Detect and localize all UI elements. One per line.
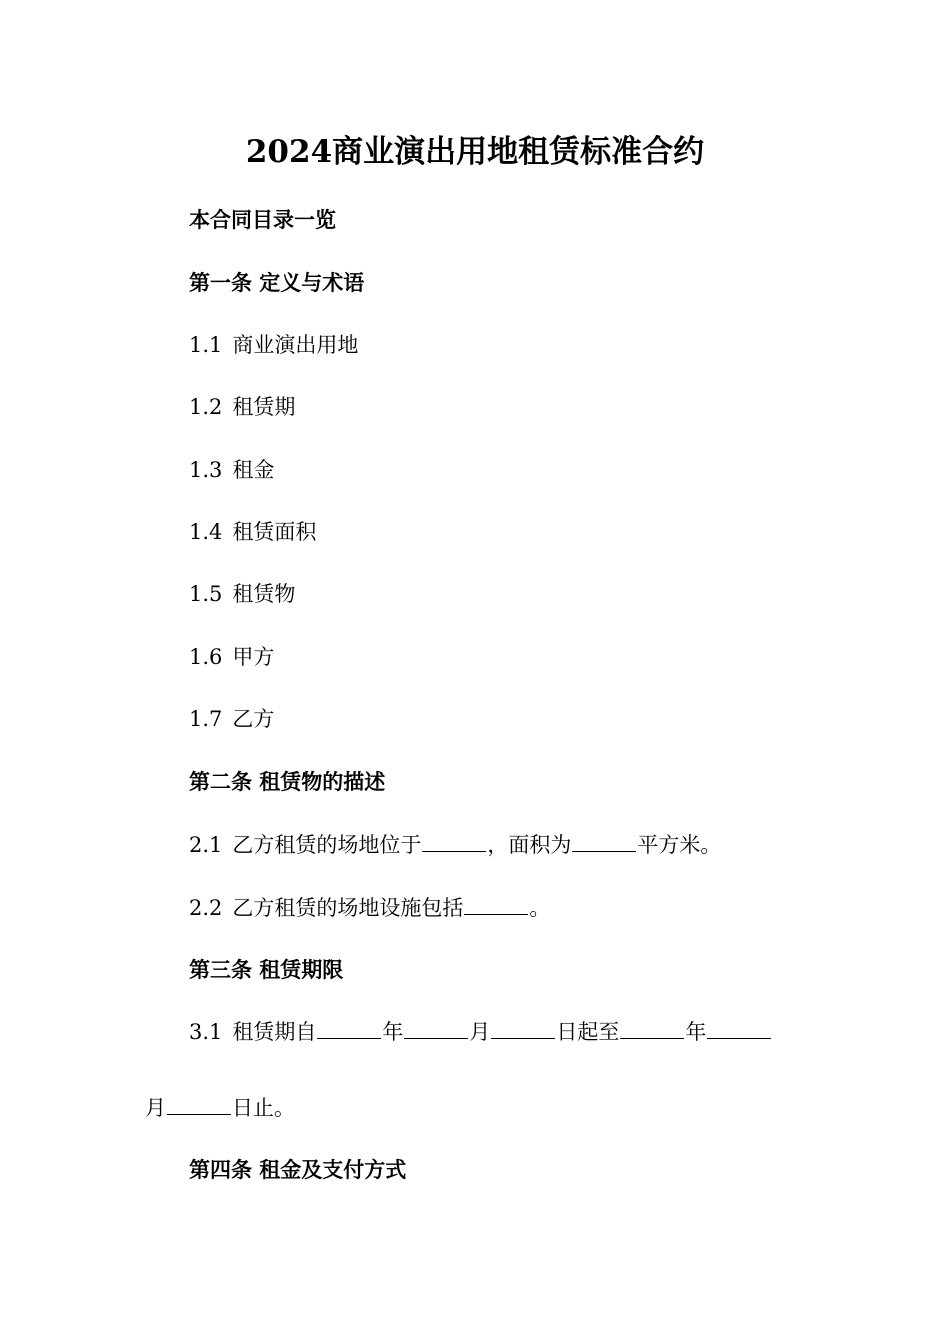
item-text: 月 — [145, 1096, 166, 1120]
item-number: 1.1 — [189, 333, 223, 357]
fill-in-blank[interactable] — [167, 1093, 231, 1115]
item-text: 乙方 — [232, 707, 275, 731]
item-number: 1.2 — [189, 395, 223, 419]
article2-heading: 第二条 租赁物的描述 — [189, 769, 386, 794]
item-text: 商业演出用地 — [232, 333, 359, 357]
fill-in-blank[interactable] — [317, 1017, 381, 1039]
item-text: 租赁期自 — [232, 1020, 317, 1044]
item-text: 年 — [685, 1020, 707, 1044]
item-number: 1.6 — [189, 645, 223, 669]
fill-in-blank[interactable] — [707, 1017, 771, 1039]
item-number: 1.3 — [189, 458, 223, 482]
item-text: 乙方租赁的场地位于 — [232, 833, 422, 857]
item-number: 1.5 — [189, 582, 223, 606]
item-text: 。 — [529, 896, 551, 920]
article1-item — [189, 330, 358, 360]
item-text: 月 — [469, 1020, 491, 1044]
article4-heading: 第四条 租金及支付方式 — [189, 1157, 407, 1182]
item-text: 平方米。 — [637, 833, 722, 857]
article1-heading: 第一条 定义与术语 — [189, 270, 365, 295]
item-text: 租金 — [232, 458, 275, 482]
article1-item — [189, 455, 274, 485]
article1-item — [189, 642, 274, 672]
fill-in-blank[interactable] — [491, 1017, 555, 1039]
fill-in-blank[interactable] — [572, 830, 636, 852]
article1-item — [189, 579, 295, 609]
item-number: 1.7 — [189, 707, 223, 731]
article1-item — [189, 392, 295, 422]
article3-item1-continued — [145, 1093, 295, 1123]
article3-heading: 第三条 租赁期限 — [189, 957, 344, 982]
article1-item — [189, 704, 274, 734]
item-text: 甲方 — [232, 645, 275, 669]
fill-in-blank[interactable] — [422, 830, 486, 852]
toc-heading: 本合同目录一览 — [189, 207, 336, 232]
item-number: 2.1 — [189, 833, 223, 857]
item-text: 乙方租赁的场地设施包括 — [232, 896, 464, 920]
article3-item1 — [189, 1017, 772, 1047]
item-text: ，面积为 — [487, 833, 572, 857]
item-text: 日起至 — [556, 1020, 620, 1044]
item-number: 3.1 — [189, 1020, 223, 1044]
item-number: 1.4 — [189, 520, 223, 544]
fill-in-blank[interactable] — [464, 893, 528, 915]
article2-item1 — [189, 830, 721, 860]
item-text: 租赁物 — [232, 582, 296, 606]
item-text: 年 — [382, 1020, 404, 1044]
fill-in-blank[interactable] — [620, 1017, 684, 1039]
item-text: 租赁期 — [232, 395, 296, 419]
article1-item — [189, 517, 316, 547]
item-number: 2.2 — [189, 896, 223, 920]
document-title: 2024商业演出用地租赁标准合约 — [245, 134, 705, 170]
article2-item2 — [189, 893, 550, 923]
fill-in-blank[interactable] — [404, 1017, 468, 1039]
item-text: 租赁面积 — [232, 520, 317, 544]
item-text: 日止。 — [232, 1096, 295, 1120]
